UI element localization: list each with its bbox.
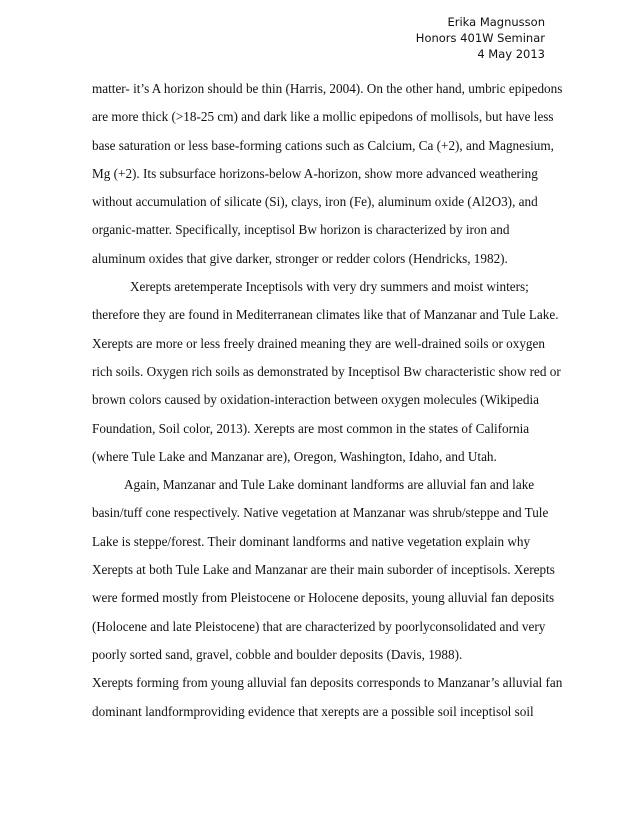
text-line: poorly sorted sand, gravel, cobble and boulder deposits (Davis, 1988). — [92, 646, 463, 662]
text-line: organic-matter. Specifically, inceptisol Bw horizon is characterized by iron and — [92, 222, 510, 238]
header-date: 4 May 2013 — [477, 47, 545, 61]
text-line: aluminum oxides that give darker, stronger or redder colors (Hendricks, 1982). — [92, 250, 508, 266]
text-line: rich soils. Oxygen rich soils as demonstrated by Inceptisol Bw characteristic show red or — [92, 363, 561, 379]
text-line: Xerepts at both Tule Lake and Manzanar are their main suborder of inceptisols. Xerepts — [92, 562, 555, 578]
text-line: Mg (+2). Its subsurface horizons-below A-horizon, show more advanced weathering — [92, 165, 538, 181]
text-line: basin/tuff cone respectively. Native vegetation at Manzanar was shrub/steppe and Tule — [92, 505, 549, 521]
text-line: are more thick (>18-25 cm) and dark like a mollic epipedons of mollisols, but have less — [92, 109, 554, 125]
running-header — [416, 14, 545, 62]
text-line: Lake is steppe/forest. Their dominant landforms and native vegetation explain why — [92, 533, 531, 549]
text-line: base saturation or less base-forming cations such as Calcium, Ca (+2), and Magnesium, — [92, 137, 554, 153]
text-line: (where Tule Lake and Manzanar are), Oregon, Washington, Idaho, and Utah. — [92, 448, 497, 464]
text-line: dominant landformproviding evidence that xerepts are a possible soil inceptisol soil — [92, 703, 534, 719]
paragraph-start-line: Again, Manzanar and Tule Lake dominant landforms are alluvial fan and lake — [124, 477, 535, 493]
text-line: therefore they are found in Mediterranean climates like that of Manzanar and Tule Lake. — [92, 307, 559, 323]
text-line: were formed mostly from Pleistocene or Holocene deposits, young alluvial fan deposits — [92, 590, 555, 606]
header-course: Honors 401W Seminar — [415, 31, 545, 45]
text-line: matter- it’s A horizon should be thin (Harris, 2004). On the other hand, umbric epipedons — [92, 81, 563, 96]
paragraph-start-line: Xerepts forming from young alluvial fan deposits corresponds to Manzanar’s alluvial fan — [92, 675, 563, 691]
paragraph-start-line: Xerepts aretemperate Inceptisols with very dry summers and moist winters; — [130, 279, 529, 295]
text-line: brown colors caused by oxidation-interaction between oxygen molecules (Wikipedia — [92, 392, 539, 408]
text-line: without accumulation of silicate (Si), clays, iron (Fe), aluminum oxide (Al2O3), and — [92, 194, 538, 210]
body-text — [92, 79, 563, 730]
text-line: (Holocene and late Pleistocene) that are characterized by poorlyconsolidated and very — [92, 618, 546, 634]
text-line: Foundation, Soil color, 2013). Xerepts are most common in the states of California — [92, 420, 530, 436]
header-author: Erika Magnusson — [447, 15, 545, 29]
text-line: Xerepts are more or less freely drained meaning they are well-drained soils or oxygen — [92, 335, 545, 351]
